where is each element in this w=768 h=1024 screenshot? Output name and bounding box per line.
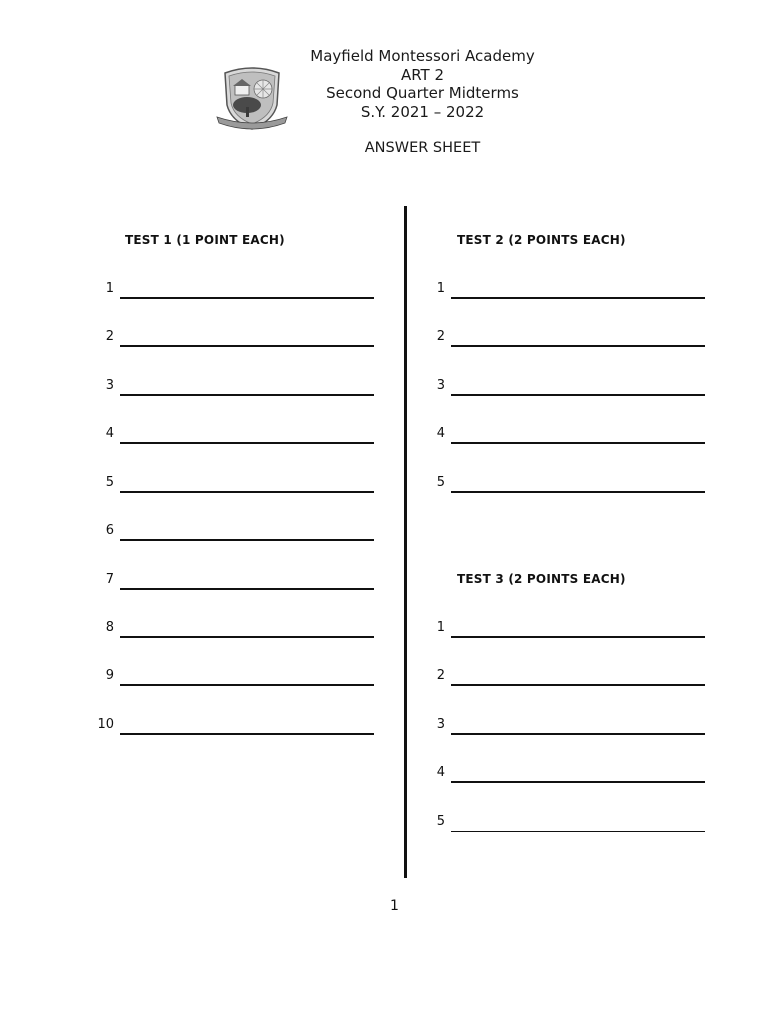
item-number: 2 [105, 329, 114, 344]
item-number: 6 [105, 523, 114, 538]
test1-row-10 [96, 717, 376, 737]
answer-line[interactable] [120, 394, 374, 396]
document-header [0, 47, 768, 121]
test2-row-5 [427, 475, 707, 495]
answer-line[interactable] [120, 539, 374, 541]
answer-line[interactable] [451, 781, 705, 783]
answer-line[interactable] [451, 491, 705, 493]
answer-line[interactable] [451, 733, 705, 735]
item-number: 3 [436, 717, 445, 732]
exam-name: Second Quarter Midterms [326, 84, 519, 102]
test3-row-5 [427, 814, 707, 834]
answer-line[interactable] [451, 442, 705, 444]
school-year: S.Y. 2021 – 2022 [360, 102, 485, 121]
answer-line[interactable] [451, 297, 705, 299]
test2-row-1 [427, 281, 707, 301]
test1-title: TEST 1 (1 POINT EACH) [125, 233, 285, 247]
answer-line[interactable] [120, 636, 374, 638]
test3-row-1 [427, 620, 707, 640]
answer-line[interactable] [451, 684, 705, 686]
item-number: 5 [105, 475, 114, 490]
item-number: 4 [436, 426, 445, 441]
item-number: 4 [436, 765, 445, 780]
school-name: Mayfield Montessori Academy [310, 47, 535, 65]
item-number: 5 [436, 814, 445, 829]
answer-line[interactable] [451, 394, 705, 396]
item-number: 1 [105, 281, 114, 296]
answer-line[interactable] [451, 345, 705, 347]
answer-line[interactable] [451, 831, 705, 832]
test1-row-4 [96, 426, 376, 446]
item-number: 1 [436, 281, 445, 296]
answer-line[interactable] [120, 297, 374, 299]
item-number: 4 [105, 426, 114, 441]
item-number: 1 [436, 620, 445, 635]
item-number: 5 [436, 475, 445, 490]
test1-row-2 [96, 329, 376, 349]
answer-sheet-title: ANSWER SHEET [364, 140, 481, 156]
item-number: 2 [436, 668, 445, 683]
test2-title: TEST 2 (2 POINTS EACH) [457, 233, 626, 247]
test2-row-3 [427, 378, 707, 398]
test1-row-8 [96, 620, 376, 640]
item-number: 9 [105, 668, 114, 683]
answer-line[interactable] [120, 684, 374, 686]
test3-row-4 [427, 765, 707, 785]
page-number: 1 [390, 898, 399, 914]
item-number: 3 [436, 378, 445, 393]
item-number: 10 [97, 717, 114, 732]
test1-row-6 [96, 523, 376, 543]
answer-line[interactable] [120, 588, 374, 590]
subject-name: ART 2 [400, 65, 445, 84]
answer-line[interactable] [120, 345, 374, 347]
test3-title: TEST 3 (2 POINTS EACH) [457, 572, 626, 586]
column-divider [404, 206, 407, 878]
test2-row-4 [427, 426, 707, 446]
test1-row-3 [96, 378, 376, 398]
answer-line[interactable] [451, 636, 705, 638]
test1-row-5 [96, 475, 376, 495]
test2-row-2 [427, 329, 707, 349]
test1-row-9 [96, 668, 376, 688]
item-number: 7 [105, 572, 114, 587]
test1-row-1 [96, 281, 376, 301]
test1-row-7 [96, 572, 376, 592]
answer-line[interactable] [120, 491, 374, 493]
answer-line[interactable] [120, 733, 374, 735]
item-number: 8 [105, 620, 114, 635]
test3-row-3 [427, 717, 707, 737]
test3-row-2 [427, 668, 707, 688]
item-number: 3 [105, 378, 114, 393]
item-number: 2 [436, 329, 445, 344]
answer-line[interactable] [120, 442, 374, 444]
